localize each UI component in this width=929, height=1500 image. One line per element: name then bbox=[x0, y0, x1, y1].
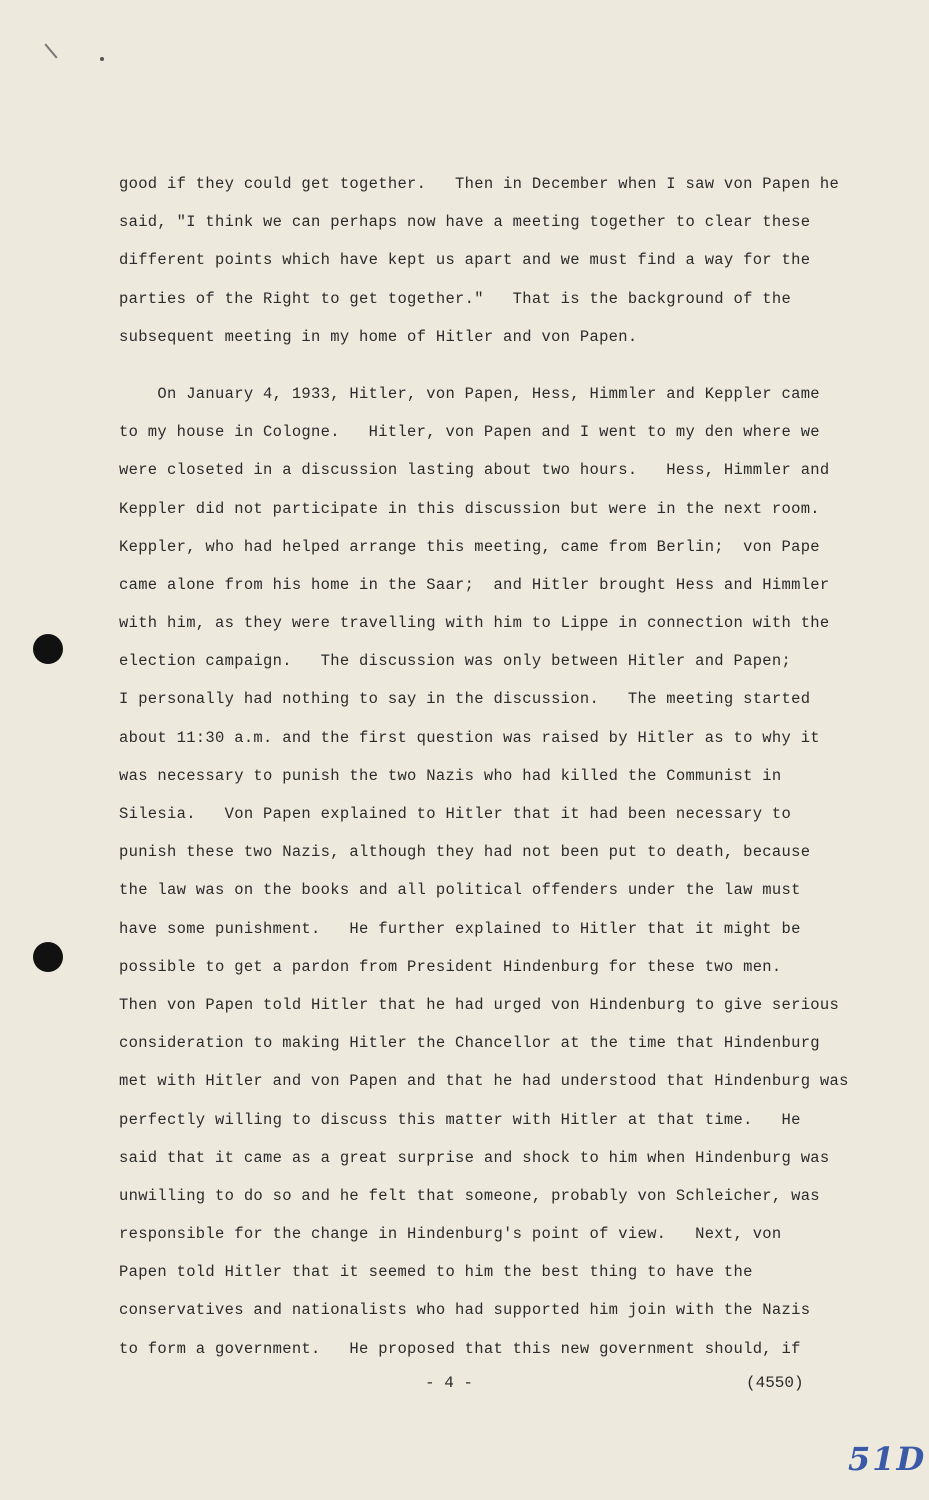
text-line: Silesia. Von Papen explained to Hitler that it had been necessary to bbox=[119, 805, 792, 823]
text-line: responsible for the change in Hindenburg's point of view. Next, von bbox=[119, 1225, 782, 1244]
text-line: I personally had nothing to say in the discussion. The meeting started bbox=[119, 690, 811, 709]
text-line: Keppler did not participate in this discussion but were in the next room. bbox=[119, 499, 820, 518]
text-line: subsequent meeting in my home of Hitler and von Papen. bbox=[119, 327, 638, 346]
text-line: conservatives and nationalists who had supported him join with the Nazis bbox=[119, 1301, 811, 1320]
page-number: - 4 - bbox=[425, 1374, 474, 1392]
text-line: On January 4, 1933, Hitler, von Papen, Hess, Himmler and Keppler came bbox=[119, 384, 820, 403]
text-line: punish these two Nazis, although they had not been put to death, because bbox=[119, 843, 811, 862]
text-line: Keppler, who had helped arrange this meeting, came from Berlin; von Pape bbox=[119, 537, 820, 556]
text-line: parties of the Right to get together." That is the background of the bbox=[119, 289, 792, 308]
body-text bbox=[119, 170, 859, 1373]
paragraph bbox=[119, 170, 859, 361]
text-line: was necessary to punish the two Nazis who had killed the Communist in bbox=[119, 766, 782, 785]
text-line: Papen told Hitler that it seemed to him the best thing to have the bbox=[119, 1263, 753, 1282]
punch-hole-bottom bbox=[33, 942, 63, 972]
document-number: (4550) bbox=[746, 1374, 804, 1392]
text-line: perfectly willing to discuss this matter with Hitler at that time. He bbox=[119, 1110, 801, 1129]
text-line: have some punishment. He further explained to Hitler that it might be bbox=[119, 919, 801, 938]
text-line: Then von Papen told Hitler that he had urged von Hindenburg to give serious bbox=[119, 995, 840, 1014]
paragraph-gap bbox=[119, 361, 859, 380]
corner-tick bbox=[44, 43, 57, 58]
text-line: election campaign. The discussion was only between Hitler and Papen; bbox=[119, 652, 792, 671]
paragraph bbox=[119, 380, 859, 1373]
text-line: the law was on the books and all political offenders under the law must bbox=[119, 881, 801, 900]
text-line: with him, as they were travelling with him to Lippe in connection with the bbox=[119, 614, 830, 633]
corner-mark bbox=[100, 57, 104, 61]
text-line: came alone from his home in the Saar; and Hitler brought Hess and Himmler bbox=[119, 575, 830, 594]
exhibit-stamp: 51D bbox=[848, 1440, 927, 1478]
text-line: met with Hitler and von Papen and that he had understood that Hindenburg was bbox=[119, 1072, 849, 1091]
text-line: possible to get a pardon from President Hindenburg for these two men. bbox=[119, 957, 782, 976]
text-line: said that it came as a great surprise and shock to him when Hindenburg was bbox=[119, 1148, 830, 1167]
text-line: good if they could get together. Then in December when I saw von Papen he bbox=[119, 175, 840, 193]
text-line: said, "I think we can perhaps now have a meeting together to clear these bbox=[119, 213, 811, 232]
text-line: different points which have kept us apart and we must find a way for the bbox=[119, 251, 811, 270]
text-line: about 11:30 a.m. and the first question was raised by Hitler as to why it bbox=[119, 728, 820, 747]
text-line: consideration to making Hitler the Chancellor at the time that Hindenburg bbox=[119, 1034, 820, 1053]
text-line: to form a government. He proposed that this new government should, if bbox=[119, 1339, 801, 1358]
text-line: to my house in Cologne. Hitler, von Papen and I went to my den where we bbox=[119, 423, 820, 442]
punch-hole-top bbox=[33, 634, 63, 664]
text-line: were closeted in a discussion lasting about two hours. Hess, Himmler and bbox=[119, 461, 830, 480]
text-line: unwilling to do so and he felt that someone, probably von Schleicher, was bbox=[119, 1186, 820, 1205]
